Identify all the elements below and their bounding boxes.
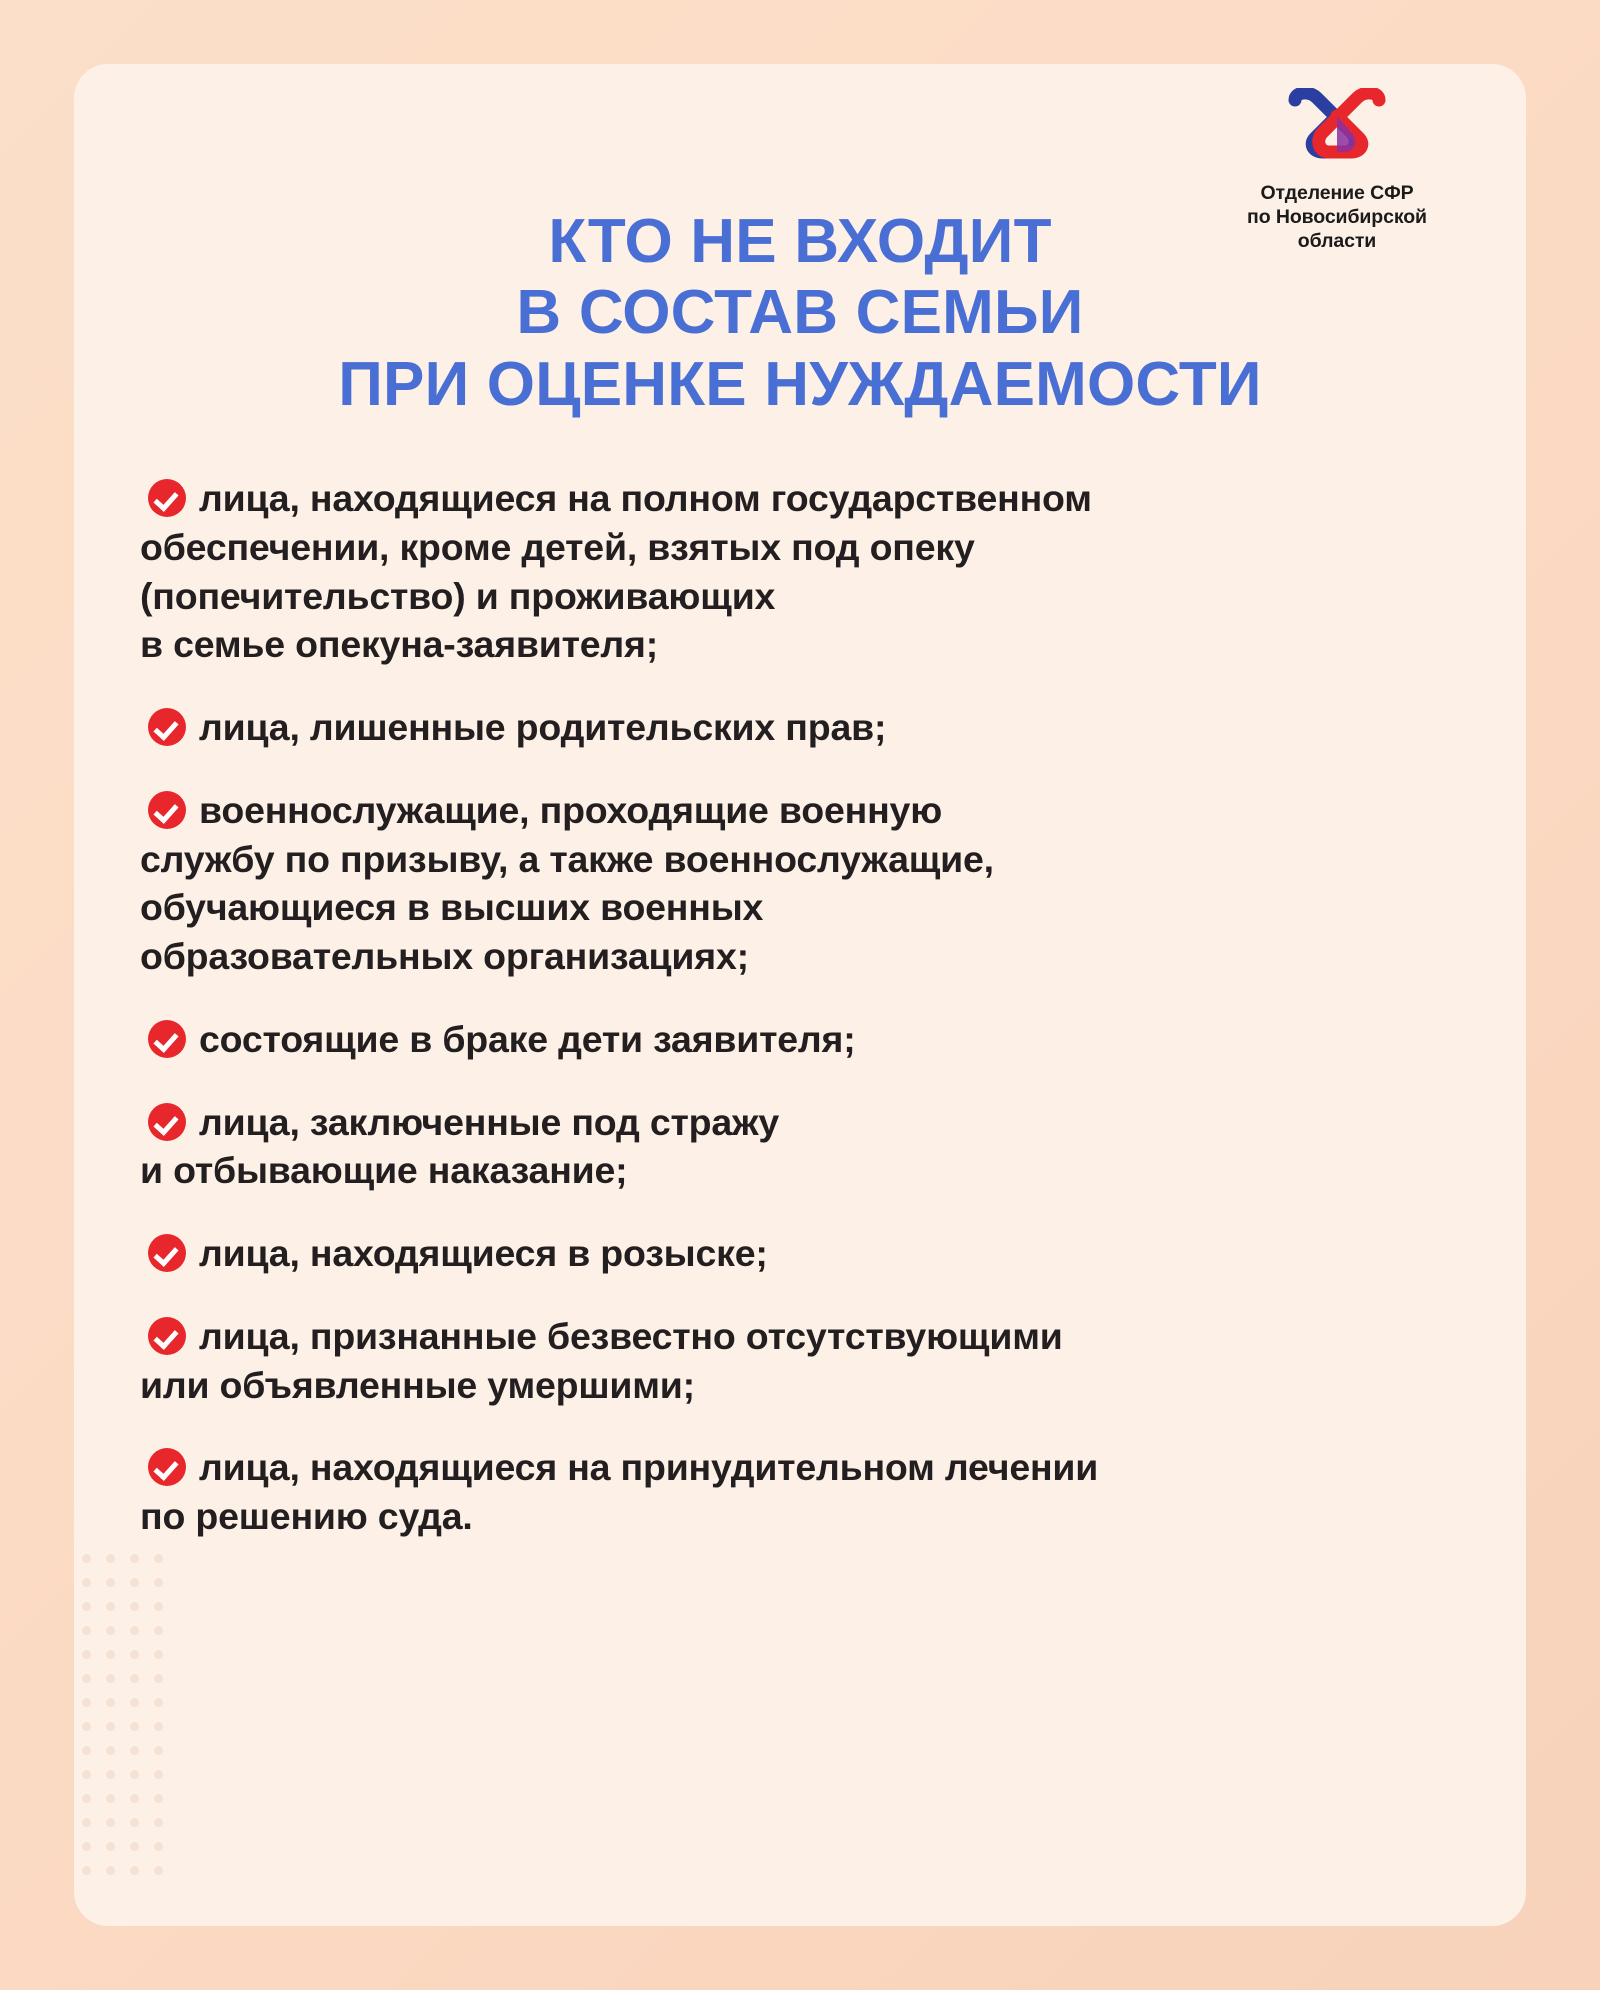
logo-caption-line: области	[1297, 229, 1377, 252]
decorative-dot	[82, 1746, 91, 1755]
list-item-text: обучающиеся в высших военных	[140, 886, 764, 929]
decorative-dot	[154, 1674, 163, 1683]
decorative-dot	[154, 1842, 163, 1851]
list-item-first-line	[140, 1443, 1486, 1492]
dot-row	[74, 1578, 184, 1587]
list-item-text: военнослужащие, проходящие военную	[199, 788, 943, 831]
list-item-text: лица, лишенные родительских прав;	[199, 706, 887, 748]
decorative-dot	[106, 1746, 115, 1755]
check-circle-icon	[148, 1317, 186, 1355]
decorative-dot	[154, 1794, 163, 1803]
list-item	[140, 786, 1486, 981]
decorative-dot	[106, 1842, 115, 1851]
decorative-dot	[106, 1650, 115, 1659]
decorative-dot	[154, 1722, 163, 1731]
list-item-text: состоящие в браке дети заявителя;	[199, 1017, 856, 1060]
decorative-dot	[106, 1554, 115, 1563]
decorative-dot	[82, 1626, 91, 1635]
decorative-dot	[130, 1842, 139, 1851]
check-circle-icon	[148, 479, 186, 517]
list-item-first-line	[140, 1015, 1486, 1064]
list-item	[140, 1229, 1486, 1278]
decorative-dot	[130, 1578, 139, 1587]
decorative-dot	[154, 1626, 163, 1635]
decorative-dot	[106, 1602, 115, 1611]
list-item-text: лица, находящиеся на принудительном лечении	[199, 1446, 1099, 1489]
decorative-dot	[106, 1818, 115, 1827]
list-item	[140, 1015, 1486, 1064]
decorative-dot	[82, 1674, 91, 1683]
decorative-dot	[106, 1674, 115, 1683]
decorative-dot	[130, 1602, 139, 1611]
decorative-dot	[154, 1770, 163, 1779]
decorative-dot	[106, 1770, 115, 1779]
decorative-dot	[82, 1554, 91, 1563]
decorative-dot	[130, 1626, 139, 1635]
dot-row	[74, 1650, 184, 1659]
list-item	[140, 1098, 1486, 1196]
decorative-dot	[130, 1722, 139, 1731]
decorative-dot	[130, 1746, 139, 1755]
list-item-text: службу по призыву, а также военнослужащие,	[140, 837, 994, 880]
poster-card	[74, 64, 1526, 1926]
decorative-dot	[130, 1794, 139, 1803]
check-circle-icon	[148, 1103, 186, 1141]
exclusion-list	[140, 474, 1486, 1575]
dot-row	[74, 1866, 184, 1875]
dot-row	[74, 1698, 184, 1707]
dot-row	[74, 1770, 184, 1779]
list-item-text: обеспечении, кроме детей, взятых под опеку	[140, 525, 975, 568]
list-item-first-line	[140, 1229, 1486, 1278]
decorative-dot	[154, 1866, 163, 1875]
decorative-dot	[82, 1794, 91, 1803]
list-item-text: и отбывающие наказание;	[140, 1149, 628, 1192]
decorative-dot	[106, 1578, 115, 1587]
decorative-dot-pattern	[74, 1554, 184, 1894]
check-circle-icon	[148, 791, 186, 829]
decorative-dot	[154, 1698, 163, 1707]
decorative-dot	[130, 1818, 139, 1827]
decorative-dot	[82, 1578, 91, 1587]
list-item	[140, 1312, 1486, 1410]
list-item-text: лица, признанные безвестно отсутствующими	[199, 1314, 1063, 1357]
decorative-dot	[82, 1698, 91, 1707]
decorative-dot	[154, 1578, 163, 1587]
list-item-first-line	[140, 1098, 1486, 1147]
dot-row	[74, 1722, 184, 1731]
decorative-dot	[130, 1650, 139, 1659]
list-item-text: образовательных организациях;	[140, 935, 749, 977]
check-circle-icon	[148, 1020, 186, 1058]
list-item-text: лица, заключенные под стражу	[199, 1100, 780, 1143]
decorative-dot	[82, 1650, 91, 1659]
dot-row	[74, 1746, 184, 1755]
check-circle-icon	[148, 1234, 186, 1272]
decorative-dot	[130, 1698, 139, 1707]
decorative-dot	[130, 1674, 139, 1683]
list-item-text: лица, находящиеся в розыске;	[199, 1232, 768, 1274]
list-item-text: лица, находящиеся на полном государственном	[199, 477, 1092, 519]
decorative-dot	[106, 1794, 115, 1803]
logo-caption-line: по Новосибирской	[1247, 205, 1427, 228]
list-item-first-line	[140, 786, 1486, 835]
decorative-dot	[154, 1746, 163, 1755]
logo-caption-line: Отделение СФР	[1260, 182, 1414, 204]
decorative-dot	[154, 1818, 163, 1827]
list-item-first-line	[140, 474, 1486, 523]
check-circle-icon	[148, 708, 186, 746]
dot-row	[74, 1818, 184, 1827]
decorative-dot	[130, 1770, 139, 1779]
decorative-dot	[106, 1626, 115, 1635]
list-item-text: (попечительство) и проживающих	[140, 574, 776, 617]
list-item-text: или объявленные умершими;	[140, 1363, 695, 1406]
decorative-dot	[154, 1602, 163, 1611]
page-title	[74, 206, 1526, 422]
decorative-dot	[82, 1602, 91, 1611]
title-line: В СОСТАВ СЕМЬИ	[516, 278, 1084, 348]
dot-row	[74, 1842, 184, 1851]
list-item-text: в семье опекуна-заявителя;	[140, 623, 658, 666]
title-line: ПРИ ОЦЕНКЕ НУЖДАЕМОСТИ	[338, 350, 1262, 420]
decorative-dot	[154, 1650, 163, 1659]
decorative-dot	[130, 1554, 139, 1563]
decorative-dot	[106, 1698, 115, 1707]
dot-row	[74, 1602, 184, 1611]
decorative-dot	[82, 1722, 91, 1731]
list-item	[140, 703, 1486, 752]
decorative-dot	[130, 1866, 139, 1875]
decorative-dot	[82, 1842, 91, 1851]
sfr-logo-icon	[1275, 88, 1399, 174]
list-item-text: по решению суда.	[140, 1495, 473, 1537]
title-line: КТО НЕ ВХОДИТ	[548, 206, 1052, 276]
decorative-dot	[106, 1866, 115, 1875]
dot-row	[74, 1626, 184, 1635]
list-item-first-line	[140, 703, 1486, 752]
decorative-dot	[82, 1866, 91, 1875]
dot-row	[74, 1794, 184, 1803]
list-item	[140, 474, 1486, 669]
check-circle-icon	[148, 1448, 186, 1486]
dot-row	[74, 1674, 184, 1683]
list-item-first-line	[140, 1312, 1486, 1361]
decorative-dot	[106, 1722, 115, 1731]
decorative-dot	[82, 1818, 91, 1827]
decorative-dot	[82, 1770, 91, 1779]
list-item	[140, 1443, 1486, 1541]
